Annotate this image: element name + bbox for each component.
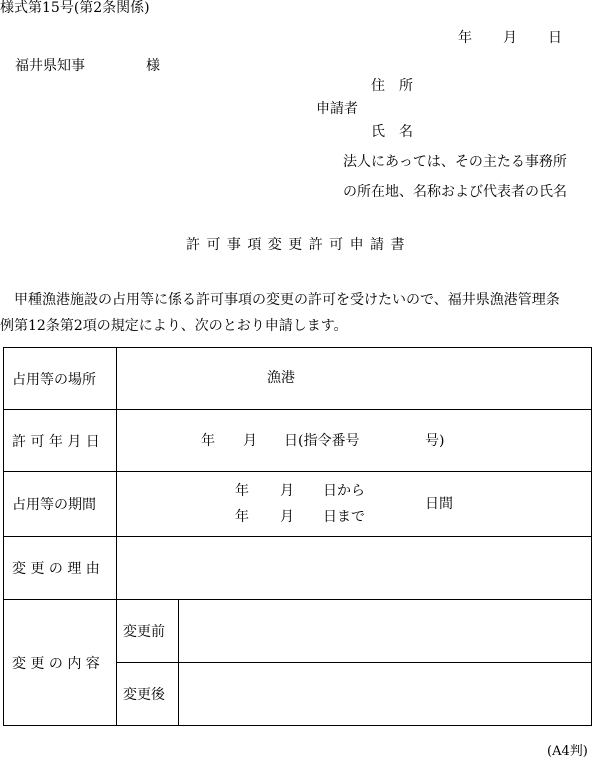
period-label-text: 占用等の期間 (12, 497, 96, 513)
period-days: 日間 (425, 496, 453, 512)
content-label (4, 600, 117, 726)
document-title: 許 可 事 項 変 更 許 可 申 請 書 (186, 237, 406, 253)
period-to-year: 年 (235, 509, 249, 525)
applicant-note-line1: 法人にあっては、その主たる事務所 (343, 154, 567, 170)
addressee-honorific: 様 (146, 58, 160, 74)
body-line-1: 甲種漁港施設の占用等に係る許可事項の変更の許可を受けたいので、福井県漁港管理条 (0, 292, 560, 308)
permit-date-label-text: 許 可 年 月 日 (12, 433, 100, 450)
permit-number-suffix: 号) (425, 433, 445, 449)
place-label (4, 348, 117, 410)
before-value-cell[interactable] (179, 600, 592, 663)
content-before-row (4, 600, 592, 663)
period-cell[interactable] (117, 472, 592, 537)
applicant-note-line2: の所在地、名称および代表者の氏名 (343, 184, 567, 200)
period-from-month: 月 (280, 483, 294, 499)
date-month: 月 (503, 30, 517, 46)
before-label-text: 変更前 (123, 624, 165, 640)
applicant-name-label: 氏 名 (371, 124, 413, 140)
period-to-month: 月 (280, 509, 294, 525)
application-table (3, 347, 592, 726)
permit-date-cell[interactable] (117, 410, 592, 472)
reason-row (4, 537, 592, 600)
body-line-2: 例第12条第2項の規定により、次のとおり申請します。 (0, 318, 348, 334)
reason-label (4, 537, 117, 600)
applicant-label: 申請者 (316, 101, 358, 117)
date-year: 年 (458, 30, 472, 46)
permit-date-label (4, 410, 117, 472)
after-label (117, 663, 179, 726)
period-from-day: 日から (323, 483, 365, 499)
after-label-text: 変更後 (123, 687, 165, 703)
period-from-year: 年 (235, 483, 249, 499)
before-label (117, 600, 179, 663)
period-to-day: 日まで (323, 509, 365, 525)
reason-label-text: 変 更 の 理 由 (12, 561, 100, 577)
paper-size-note: (A4判) (547, 744, 588, 759)
period-row (4, 472, 592, 537)
permit-date-row (4, 410, 592, 472)
place-row (4, 348, 592, 410)
place-label-text: 占用等の場所 (12, 371, 96, 388)
place-value: 漁港 (267, 370, 295, 386)
form-number: 様式第15号(第2条関係) (0, 0, 150, 16)
period-label (4, 472, 117, 537)
permit-year: 年 (201, 433, 215, 449)
date-day: 日 (548, 30, 562, 46)
place-value-cell[interactable] (117, 348, 592, 410)
reason-value-cell[interactable] (117, 537, 592, 600)
addressee-name: 福井県知事 (15, 58, 85, 74)
applicant-address-label: 住 所 (371, 78, 413, 94)
content-label-text: 変 更 の 内 容 (12, 655, 100, 672)
permit-day-and-number: 日(指令番号 (284, 433, 360, 449)
permit-month: 月 (243, 433, 257, 449)
after-value-cell[interactable] (179, 663, 592, 726)
